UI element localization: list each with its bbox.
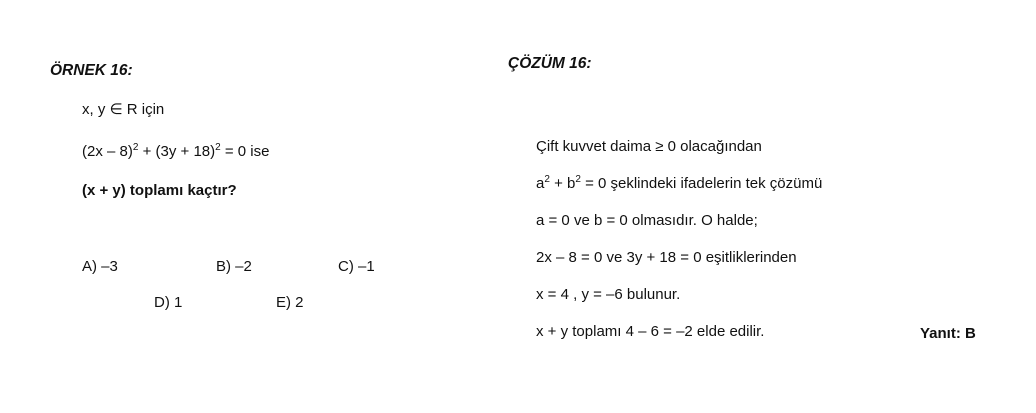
example-question: (x + y) toplamı kaçtır?	[82, 182, 237, 199]
equation-part1: (2x – 8)	[82, 143, 133, 160]
equation-exp2: 2	[215, 142, 221, 153]
equation-exp1: 2	[132, 142, 139, 153]
option-a: A) –3	[82, 258, 118, 275]
line2-mid: + b	[549, 175, 576, 192]
example-heading: ÖRNEK 16:	[50, 62, 133, 79]
solution-line5: x = 4 , y = –6 bulunur.	[536, 286, 681, 303]
line2-exp-b: 2	[575, 174, 581, 185]
option-c: C) –1	[338, 258, 375, 275]
solution-line4: 2x – 8 = 0 ve 3y + 18 = 0 eşitliklerinden	[536, 249, 797, 266]
equation-part2: + (3y + 18)	[138, 143, 216, 160]
solution-line1: Çift kuvvet daima ≥ 0 olacağından	[536, 138, 762, 155]
line2-exp-a: 2	[544, 174, 550, 185]
solution-line6: x + y toplamı 4 – 6 = –2 elde edilir.	[536, 323, 765, 340]
equation-part3: = 0 ise	[220, 143, 270, 160]
option-b: B) –2	[216, 258, 252, 275]
solution-line3: a = 0 ve b = 0 olmasıdır. O halde;	[536, 212, 758, 229]
solution-line2	[536, 175, 822, 192]
answer-label: Yanıt: B	[920, 325, 976, 342]
example-equation	[82, 143, 269, 160]
line2-a: a	[536, 175, 545, 192]
option-e: E) 2	[276, 294, 304, 311]
solution-heading: ÇÖZÜM 16:	[508, 55, 592, 72]
line2-rest: = 0 şeklindeki ifadelerin tek çözümü	[580, 175, 823, 192]
option-d: D) 1	[154, 294, 183, 311]
example-given: x, y ∈ R için	[82, 101, 165, 118]
